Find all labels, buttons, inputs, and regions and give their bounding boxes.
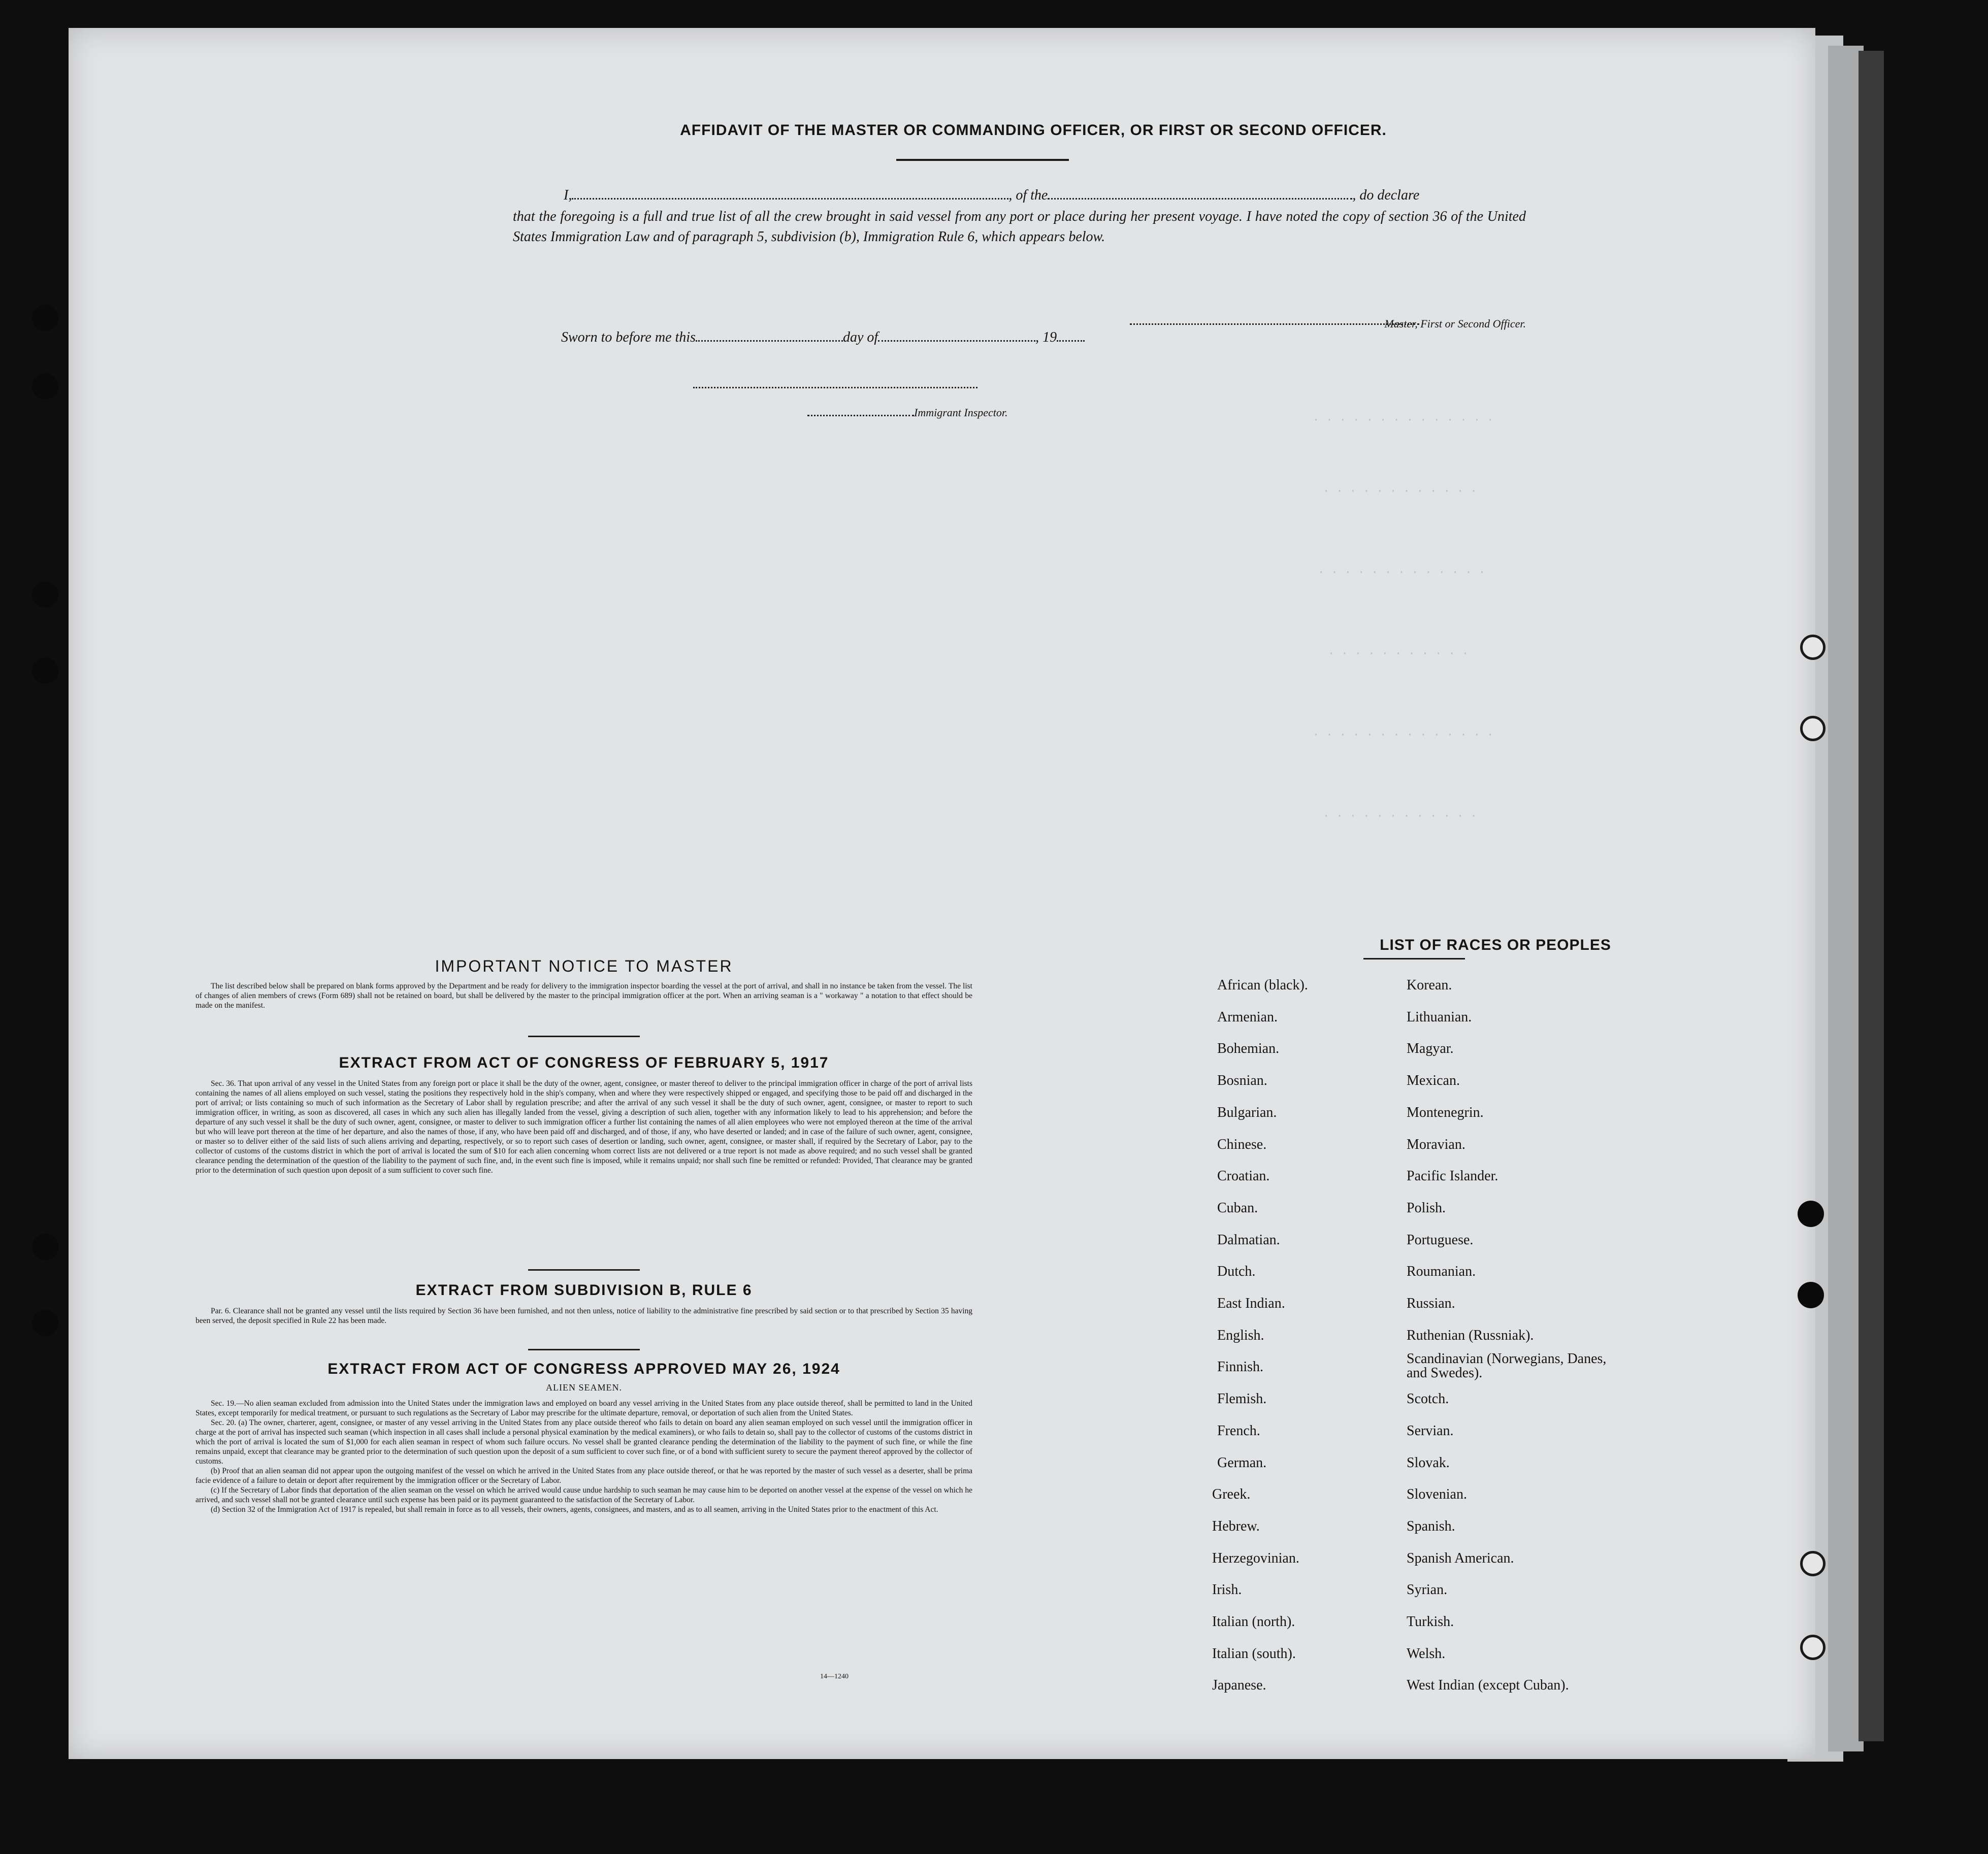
affidavit-of: , of the [1008, 187, 1048, 203]
punch-hole [1798, 1282, 1824, 1308]
race-item: Moravian. [1407, 1136, 1465, 1152]
race-item: Flemish. [1217, 1391, 1267, 1407]
extract-1924-title: EXTRACT FROM ACT OF CONGRESS APPROVED MAY 26, 1924 [328, 1361, 840, 1377]
punch-hole [32, 657, 58, 684]
race-item: Slovenian. [1407, 1486, 1467, 1503]
form-number: 14—1240 [820, 1673, 849, 1680]
race-item: Armenian. [1217, 1009, 1278, 1025]
extract-rule6-paragraph: Par. 6. Clearance shall not be granted any vessel until the lists required by Section 36 have been furnished, and not then unless, notice of liability to the administrative fine prescribed by said section or to that prescribed by Section 35 having been served, the deposit specified in Rule 22 has been made. [195, 1307, 972, 1325]
race-item: Croatian. [1217, 1168, 1270, 1184]
extract-1917-paragraph: Sec. 36. That upon arrival of any vessel in the United States from any foreign port or place it shall be the duty of the owner, agent, consignee, or master thereof to deliver to the principal immigration officer in charge of the port of arrival lists containing the names of all aliens employed on such vessel, stating the positions they respectively hold in the ship's company, when and where they were respectively shipped or engaged, and specifying those to be paid off and discharged in the port of arrival; or lists containing so much of such information as the Secretary of Labor shall by regulation prescribe; and after the arrival of any such vessel it shall be the duty of such owner, agent, consignee, or master to report to such immigration officer, in writing, as soon as discovered, all cases in which any such alien has illegally landed from the vessel, giving a description of such alien, together with any information likely to lead to his apprehension; and before the departure of any such vessel it shall be the duty of such owner, agent, consignee, or master to deliver to such immigration officer a further list containing the names of all alien employees who were not employed thereon at the time of the arrival but who will leave port thereon at the time of her departure, and also the names of those, if any, who have been paid off and discharged, and of those, if any, who have deserted or landed; and in case of the failure of such owner, agent, consignee, or master so to deliver either of the said lists of such aliens arriving and departing, respectively, or so to report such cases of desertion or landing, such owner, agent, consignee, or master shall, if required by the Secretary of Labor, pay to the collector of customs of the customs district in which the port of arrival is located the sum of $10 for each alien concerning whom correct lists are not delivered or a true report is not made as above required; and no such vessel shall be granted clearance pending the determination of the question of the liability to the payment of such fine, and, in the event such fine is imposed, while it remains unpaid; nor shall such fine be remitted or refunded: Provided, That clearance may be granted prior to the determination of such question upon deposit of a sum sufficient to cover such fine. [195, 1079, 972, 1175]
race-item: Mexican. [1407, 1073, 1460, 1089]
sworn-month-blank[interactable] [878, 329, 1035, 342]
signature-label: Master, First or Second Officer. [1384, 317, 1526, 330]
race-item: Irish. [1212, 1582, 1242, 1598]
extract-rule6-text [195, 1306, 972, 1326]
notice-paragraph: The list described below shall be prepared on blank forms approved by the Department and be ready for delivery to the immigration inspector boarding the vessel at the port of arrival, and shall in no instance be taken from the vessel. The list of changes of alien members of crews (Form 689) shall not be retained on board, but shall be delivered by the master to the principal immigration officer at the port. When an arriving seaman is a " workaway " a notation to that effect should be made on the manifest. [195, 982, 972, 1010]
extract-1924-paragraph: (c) If the Secretary of Labor finds that deportation of the alien seaman on the vessel on which he arrived would cause undue hardship to such seaman he may cause him to be deported on another vessel at the expense of the vessel on which he arrived, and such vessel shall not be granted clearance until such expense has been paid or its payment guaranteed to the satisfaction of the Secretary of Labor. [195, 1486, 972, 1504]
race-item: African (black). [1217, 977, 1308, 993]
race-item: Servian. [1407, 1422, 1454, 1439]
race-item: Ruthenian (Russniak). [1407, 1327, 1534, 1343]
race-item: Bohemian. [1217, 1041, 1280, 1057]
race-item: Magyar. [1407, 1041, 1454, 1057]
title-rule [896, 159, 1069, 161]
section-rule [528, 1269, 640, 1271]
extract-rule6-title: EXTRACT FROM SUBDIVISION B, RULE 6 [415, 1282, 753, 1299]
races-title-rule [1363, 958, 1465, 959]
inspector-line [807, 406, 1112, 419]
race-item: Syrian. [1407, 1582, 1448, 1598]
race-item: Spanish American. [1407, 1550, 1514, 1566]
punch-hole [1800, 1551, 1826, 1576]
affidavit-i: I, [564, 187, 572, 203]
extract-1924-paragraph: (b) Proof that an alien seaman did not appear upon the outgoing manifest of the vessel on which he arrived in the United States from any place outside thereof, or that he was reported by the master of such vessel as a deserter, shall be prima facie evidence of a failure to detain or deport after requirement by the immigration officer or the Secretary of Labor. [195, 1467, 972, 1485]
sworn-day-label: day of [842, 329, 878, 345]
punch-hole [32, 1310, 58, 1336]
inspector-label: Immigrant Inspector. [914, 406, 1008, 419]
race-item: Herzegovinian. [1212, 1550, 1299, 1566]
notice-text [195, 981, 972, 1010]
section-rule [528, 1349, 640, 1350]
race-item: German. [1217, 1454, 1267, 1471]
punch-hole [32, 1234, 58, 1260]
race-item: Italian (south). [1212, 1645, 1296, 1662]
race-item: West Indian (except Cuban). [1407, 1677, 1569, 1694]
extract-1924-text [195, 1399, 972, 1514]
race-item: Greek. [1212, 1486, 1251, 1503]
sworn-day-blank[interactable] [696, 329, 843, 342]
race-item: Turkish. [1407, 1614, 1454, 1630]
race-item: Montenegrin. [1407, 1104, 1484, 1120]
race-item: Welsh. [1407, 1645, 1446, 1662]
punch-hole [32, 305, 58, 331]
page-edge [1859, 51, 1884, 1741]
punch-hole [1800, 1635, 1826, 1660]
race-item: English. [1217, 1327, 1264, 1343]
extract-1924-paragraph: (d) Section 32 of the Immigration Act of 1917 is repealed, but shall remain in force as to all vessels, their owners, agents, consignees, and masters, and as to all seamen, arriving in the United States prior to the enactment of this Act. [211, 1505, 938, 1514]
extract-1917-title: EXTRACT FROM ACT OF CONGRESS OF FEBRUARY 5, 1917 [339, 1054, 829, 1071]
race-item: East Indian. [1217, 1296, 1285, 1311]
race-item: Roumanian. [1407, 1264, 1476, 1280]
punch-hole [1798, 1201, 1824, 1227]
race-item: Bulgarian. [1217, 1104, 1277, 1120]
extract-1924-paragraph: Sec. 20. (a) The owner, charterer, agent, consignee, or master of any vessel arriving in the United States from any place outside thereof who fails to detain on board any alien seaman employed on such vessel until the immigration officer in charge at the port of arrival has inspected such seaman (which inspection in all cases shall include a personal physical examination by the medical examiners), or who fails to detain so, shall pay to the collector of customs of the customs district in which the port of arrival is located the sum of $1,000 for each alien seaman in respect of whom such failure occurs. No vessel shall be granted clearance pending the determination of the liability to the payment of such fine, or while the fine remains unpaid, except that clearance may be granted prior to the determination of such question upon the deposit of a sum sufficient to cover such fine, or of a bond with sufficient surety to secure the payment thereof approved by the collector of customs. [195, 1418, 972, 1466]
race-item: Bosnian. [1217, 1073, 1267, 1089]
sworn-line [561, 327, 1170, 348]
affidavit-declare: , do declare [1352, 187, 1420, 203]
race-item: Portuguese. [1407, 1232, 1474, 1248]
race-item: Japanese. [1212, 1677, 1266, 1694]
race-item: Cuban. [1217, 1200, 1258, 1216]
races-title: LIST OF RACES OR PEOPLES [1380, 937, 1611, 953]
notice-title: IMPORTANT NOTICE TO MASTER [435, 957, 733, 975]
show-through: · · · · · · · · · · · · · · · · · · · · · · · · · · · · · · · · · · · · · · · · · · · · · · · · · · · · · · · · · · · · · · · · · · · · · · · · · · · · [1313, 414, 1494, 822]
affidavit-title: AFFIDAVIT OF THE MASTER OR COMMANDING OFFICER, OR FIRST OR SECOND OFFICER. [680, 122, 1387, 139]
name-blank[interactable] [572, 187, 1008, 200]
extract-1924-paragraph: Sec. 19.—No alien seaman excluded from admission into the United States under the immigration laws and employed on board any vessel arriving in the United States from any place outside thereof, shall be permitted to land in the United States, except temporarily for medical treatment, or pursuant to such regulations as the Secretary of Labor may prescribe for the ultimate departure, removal, or deportation of such alien from the United States. [195, 1399, 972, 1417]
race-item: Italian (north). [1212, 1614, 1295, 1630]
race-item: Scandinavian (Norwegians, Danes, and Swedes). [1407, 1351, 1607, 1381]
sworn-year: , 19 [1035, 329, 1057, 345]
document-page [69, 28, 1815, 1759]
punch-hole [1800, 716, 1826, 741]
affidavit-first-line [564, 185, 1526, 206]
race-item: French. [1217, 1422, 1260, 1439]
race-item: Russian. [1407, 1296, 1455, 1311]
punch-hole [32, 581, 58, 608]
race-item: Korean. [1407, 977, 1452, 993]
extract-1924-subtitle: ALIEN SEAMEN. [546, 1382, 622, 1393]
affidavit-body: that the foregoing is a full and true list of all the crew brought in said vessel from any port or place during her present voyage. I have noted the copy of section 36 of the United States Immigration Law and of paragraph 5, subdivision (b), Immigration Rule 6, which appears below. [513, 209, 1526, 245]
punch-hole [1800, 635, 1826, 660]
race-item: Spanish. [1407, 1518, 1455, 1534]
race-item: Slovak. [1407, 1454, 1450, 1471]
vessel-blank[interactable] [1048, 187, 1352, 200]
race-item: Hebrew. [1212, 1518, 1260, 1534]
race-item: Scotch. [1407, 1391, 1449, 1407]
race-item: Chinese. [1217, 1136, 1267, 1152]
section-rule [528, 1036, 640, 1037]
sworn-prefix: Sworn to before me this [561, 329, 696, 345]
punch-hole [32, 373, 58, 400]
race-item: Pacific Islander. [1407, 1168, 1498, 1184]
race-item: Lithuanian. [1407, 1009, 1472, 1025]
race-item: Dutch. [1217, 1264, 1256, 1280]
race-item: Dalmatian. [1217, 1232, 1280, 1248]
sworn-year-blank[interactable] [1057, 329, 1085, 342]
extract-1917-text [195, 1079, 972, 1175]
race-item: Finnish. [1217, 1359, 1264, 1375]
inspector-signature-line[interactable] [693, 376, 977, 391]
race-item: Polish. [1407, 1200, 1446, 1216]
